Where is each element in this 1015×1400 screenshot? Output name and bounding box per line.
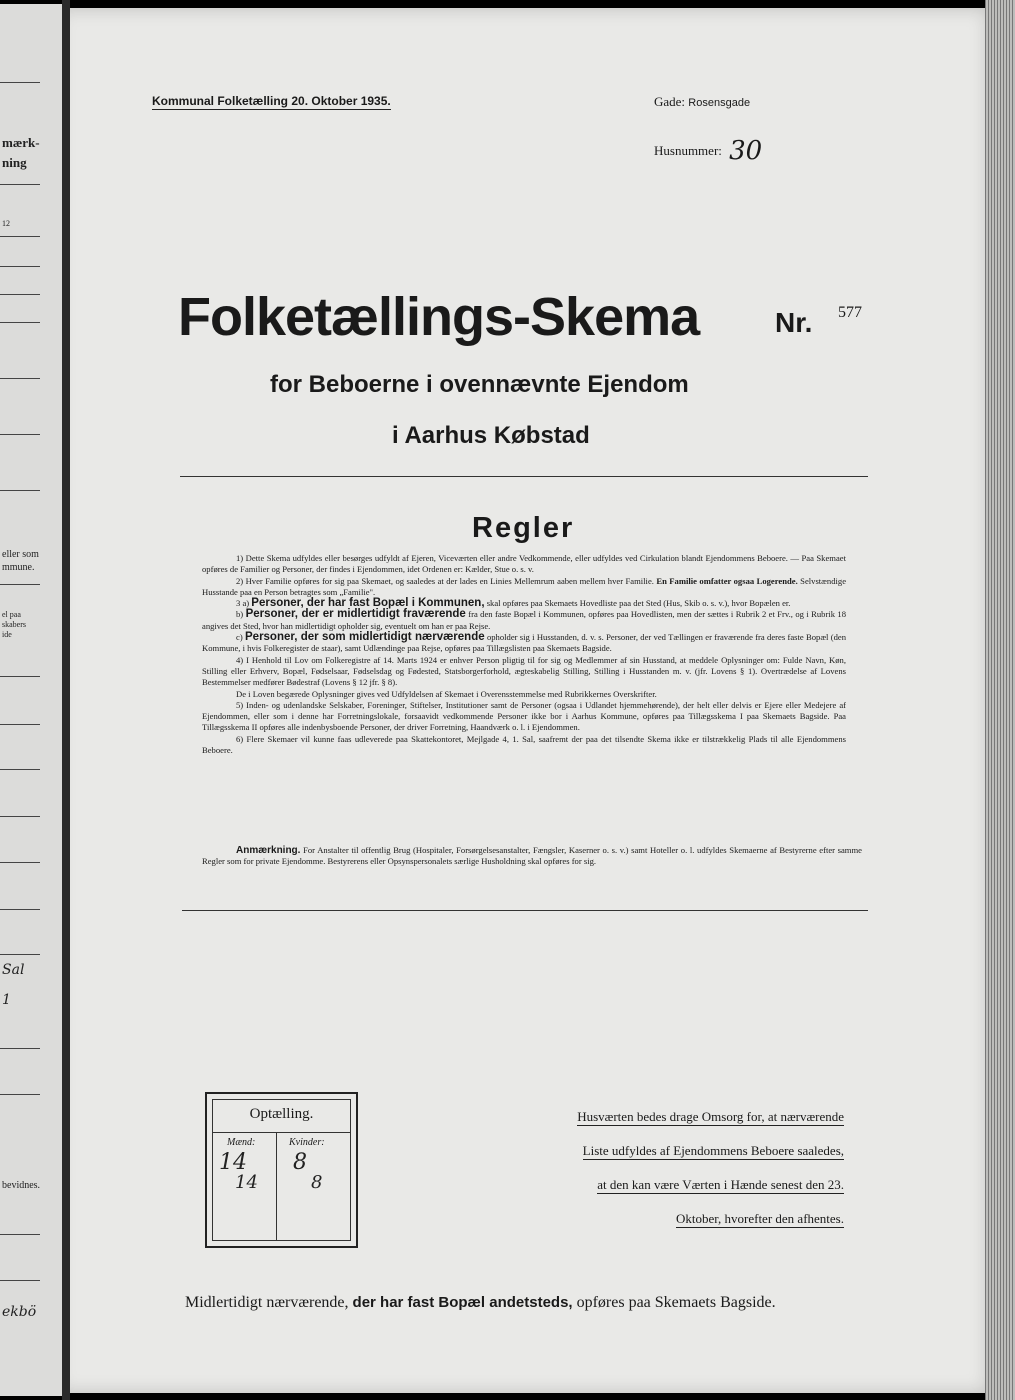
fragment-text: ning	[2, 155, 27, 170]
count-box	[205, 1092, 358, 1248]
rule-line	[0, 236, 40, 237]
form-number-label: Nr.	[775, 307, 813, 338]
handwritten-fragment: ekbö	[2, 1304, 37, 1320]
divider	[180, 476, 868, 477]
remark-label: Anmærkning.	[236, 845, 301, 856]
rule-line	[0, 1280, 40, 1281]
women-label: Kvinder:	[289, 1137, 325, 1148]
rule-3b-bold: Personer, der er midlertidigt fraværende	[245, 608, 466, 621]
rule-line	[0, 490, 40, 491]
rule-3c-number: c)	[236, 632, 243, 643]
remark	[202, 845, 862, 868]
fragment-text: eller som	[2, 549, 39, 560]
rule-5: 5) Inden- og udenlandske Selskaber, Foreninger, Stiftelser, Institutioner samt de Personer (ogsaa i Udlandet hjemmehørende), der helt eller delvis er Ejere eller Medejere af Ejendommen, eller som i denne har Forretningslokale, forsaavidt vedkommende Personer ikke bor i Aarhus Kommune, opføres paa Tillægsskema I paa Skemaets Bagside. Paa Tillægsskema II opføres alle indenbysboende Personer, der driver Forretning, Haandværk o. l. i Ejendommen.	[202, 699, 846, 733]
men-label: Mænd:	[227, 1137, 256, 1148]
rule-line	[0, 584, 40, 585]
rule-3c-text: opholder sig i Husstanden, d. v. s. Personer, der ved Tællingen er fraværende fra deres faste Bopæl (den Kommune, i hvis Folkeregister de staar), samt Udlændinge paa Rejse, opføres paa Tillægslisten paa Skemaets Bagside.	[202, 632, 847, 654]
fragment-text: 12	[2, 219, 10, 228]
rule-3b	[202, 609, 846, 632]
fragment-text: mmune.	[2, 562, 35, 573]
house-number-value: 30	[729, 136, 763, 166]
rules-heading: Regler	[472, 512, 575, 544]
rule-line	[0, 322, 40, 323]
rule-2-text-end: Selvstændige Husstande paa en Person betragtes som „Familie".	[202, 575, 847, 597]
left-page-fragment	[0, 4, 62, 1396]
rule-line	[0, 434, 40, 435]
rule-line	[0, 266, 40, 267]
fragment-text: el paa	[2, 610, 21, 619]
rule-3a-text: skal opføres paa Skemaets Hovedliste paa det Sted (Hus, Skib o. s. v.), hvor Bopælen er.	[486, 598, 791, 609]
house-number-label: Husnummer:	[654, 143, 722, 158]
notice-line: Liste udfyldes af Ejendommens Beboere saaledes,	[582, 1143, 844, 1158]
rule-3b-text: fra den faste Bopæl i Kommunen, opføres paa Hovedlisten, men der sættes i Rubrik 2 et Frv., og i Rubrik 18 angives det Sted, hvor han midlertidigt opholder sig, eventuelt om han er paa Rejse.	[202, 609, 846, 631]
form-title: Folketællings-Skema	[178, 287, 700, 347]
count-box-title: Optælling.	[249, 1106, 314, 1122]
rule-3c-bold: Personer, der som midlertidigt nærværende	[245, 631, 485, 644]
page-stack-edge	[985, 0, 1015, 1400]
count-box-inner	[212, 1099, 351, 1241]
landlord-notice	[510, 1100, 844, 1236]
rule-line	[0, 862, 40, 863]
book-spine	[62, 0, 70, 1400]
footer-note	[185, 1294, 776, 1312]
street-value: Rosensgade	[688, 97, 751, 109]
count-box-column-divider	[276, 1132, 277, 1240]
rule-1: 1) Dette Skema udfyldes eller besørges udfyldt af Ejeren, Viceværten eller andre Vedkommende, eller udfyldes ved Cirkulation blandt Ejendommens Beboere. — Paa Skemaet opføres de Familier og Personer, der findes i Ejendommen, idet Ordenen er: Kælder, Stue o. s. v.	[202, 553, 846, 575]
fragment-text: mærk-	[2, 135, 40, 150]
footer-text-end: opføres paa Skemaets Bagside.	[576, 1294, 776, 1311]
rule-line	[0, 1048, 40, 1049]
rule-4: 4) I Henhold til Lov om Folkeregistre af 14. Marts 1924 er enhver Person pligtig til for sig og Medlemmer af sin Husstand, at meddele Oplysninger om: Fulde Navn, Køn, Stilling eller Erhverv, Bopæl, Fødselsaar, Fødselsdag og Fødested, Statsborgerforhold, ægteskabelig Stilling, Stilling i Husstanden m. v. (jfr. Lovens § 1). Overtrædelse af Lovens Bestemmelser medfører Bødestraf (Lovens § 12 jfr. § 8).	[202, 654, 846, 688]
rule-line	[0, 769, 40, 770]
rule-line	[0, 724, 40, 725]
women-count-handwritten-2: 8	[311, 1172, 323, 1193]
form-number-value: 577	[838, 304, 862, 321]
rule-line	[0, 378, 40, 379]
rule-2	[202, 576, 846, 599]
rule-line	[0, 82, 40, 83]
form-subtitle-city: i Aarhus Købstad	[392, 422, 590, 449]
rule-3a-number: 3 a)	[236, 598, 250, 609]
rule-2-text: 2) Hver Familie opføres for sig paa Skemaet, og saaledes at der lades en Linies Mellemrum aaben mellem hver Familie.	[236, 575, 654, 586]
rule-3c	[202, 632, 846, 655]
handwritten-fragment: 1	[2, 992, 11, 1008]
notice-line: Oktober, hvorefter den afhentes.	[675, 1211, 844, 1226]
fragment-text: ide	[2, 630, 12, 639]
footer-bold: der har fast Bopæl andetsteds,	[352, 1294, 573, 1311]
rule-2-bold: En Familie omfatter ogsaa Logerende.	[656, 575, 798, 586]
rule-line	[0, 184, 40, 185]
rule-4-note: De i Loven begærede Oplysninger gives ved Udfyldelsen af Skemaet i Overensstemmelse med Rubrikkernes Overskrifter.	[236, 688, 657, 699]
rule-3a-bold: Personer, der har fast Bopæl i Kommunen,	[251, 597, 485, 610]
rule-line	[0, 816, 40, 817]
census-header: Kommunal Folketælling 20. Oktober 1935.	[152, 94, 391, 108]
rule-line	[0, 909, 40, 910]
footer-text: Midlertidigt nærværende,	[185, 1294, 349, 1311]
street-field	[654, 94, 750, 110]
house-number-field	[654, 132, 763, 166]
rule-line	[0, 954, 40, 955]
notice-line: at den kan være Værten i Hænde senest den 23.	[597, 1177, 844, 1192]
notice-line: Husværten bedes drage Omsorg for, at nærværende	[577, 1109, 844, 1124]
rule-line	[0, 676, 40, 677]
count-box-divider	[213, 1132, 350, 1133]
fragment-text: bevidnes.	[2, 1180, 41, 1191]
rule-line	[0, 1234, 40, 1235]
women-count-handwritten: 8	[293, 1150, 307, 1175]
divider	[182, 910, 868, 911]
street-label: Gade:	[654, 94, 686, 109]
handwritten-fragment: Sal	[2, 962, 25, 978]
rule-line	[0, 294, 40, 295]
rule-6: 6) Flere Skemaer vil kunne faas udleverede paa Skattekontoret, Mejlgade 4, 1. Sal, saafremt der paa det tilsendte Skema ikke er tilstrækkelig Plads til alle Ejendommens Beboere.	[202, 733, 846, 756]
remark-text: For Anstalter til offentlig Brug (Hospitaler, Forsørgelsesanstalter, Fængsler, Kaserner o. s. v.) samt Hoteller o. l. udfyldes Skemaerne af Bestyrerne efter samme Regler som for private Ejendomme. Bestyrerens eller Opsynspersonalets særlige Husholdning skal opføres for sig.	[202, 845, 862, 867]
men-count-handwritten-2: 14	[235, 1172, 258, 1193]
fragment-text: skabers	[2, 620, 26, 629]
rules-body	[202, 553, 846, 756]
men-count-handwritten: 14	[219, 1150, 247, 1175]
rule-line	[0, 1094, 40, 1095]
form-subtitle: for Beboerne i ovennævnte Ejendom	[270, 371, 689, 398]
rule-3b-number: b)	[236, 609, 244, 620]
